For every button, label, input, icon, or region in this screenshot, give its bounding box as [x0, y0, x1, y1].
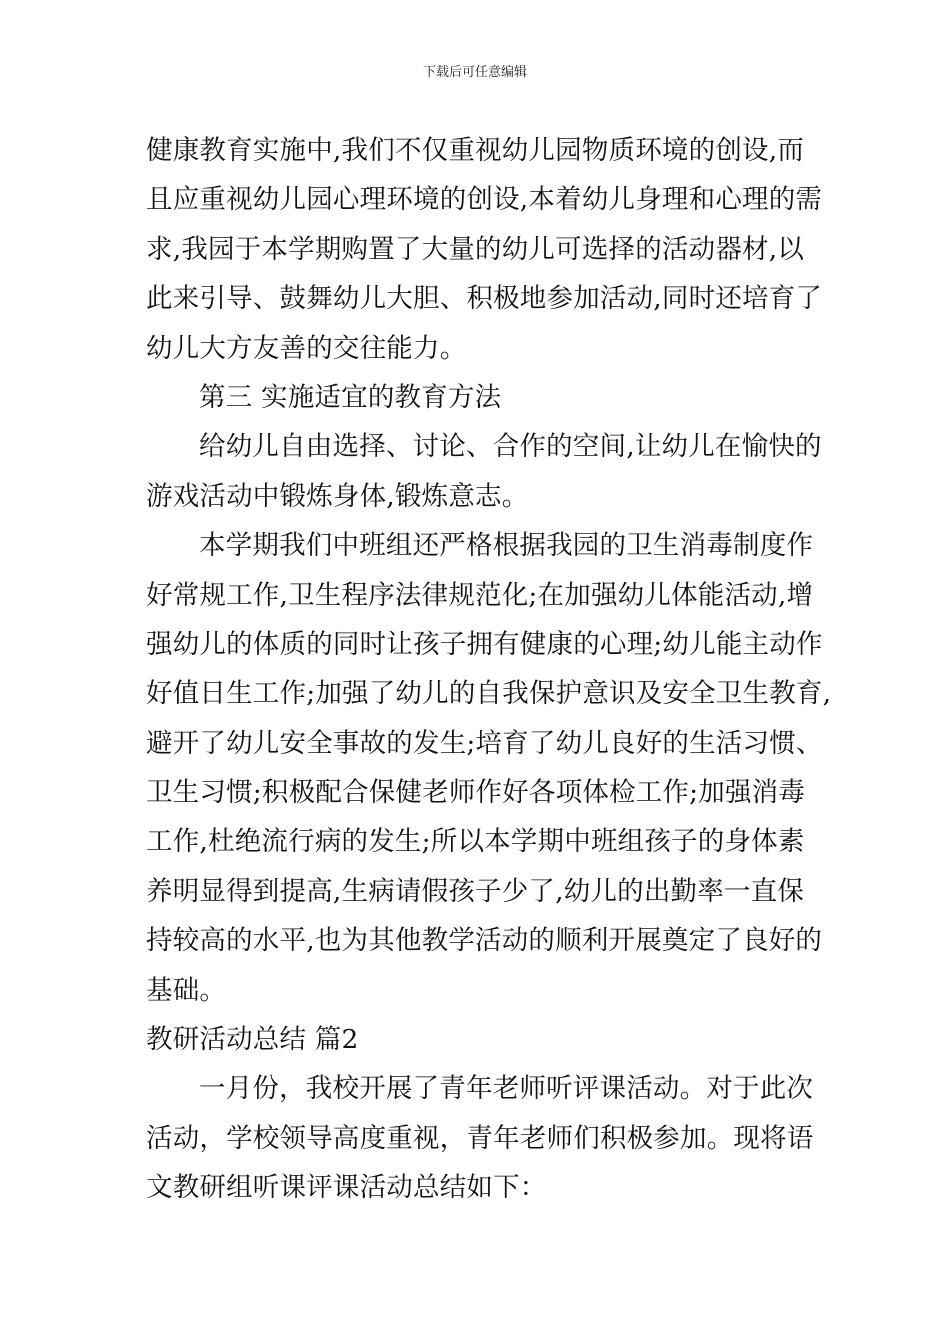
paragraph-line: 好值日生工作;加强了幼儿的自我保护意识及安全卫生教育, [146, 678, 832, 710]
paragraph-line: 基础。 [146, 974, 227, 1006]
paragraph-line: 且应重视幼儿园心理环境的创设,本着幼儿身理和心理的需 [146, 184, 823, 216]
paragraph-line: 避开了幼儿安全事故的发生;培育了幼儿良好的生活习惯、 [146, 727, 823, 759]
paragraph-line: 游戏活动中锻炼身体,锻炼意志。 [146, 480, 529, 512]
paragraph-line: 工作,杜绝流行病的发生;所以本学期中班组孩子的身体素 [146, 826, 805, 858]
paragraph-line: 养明显得到提高,生病请假孩子少了,幼儿的出勤率一直保 [146, 875, 805, 907]
paragraph-line: 求,我园于本学期购置了大量的幼儿可选择的活动器材,以 [146, 233, 805, 265]
paragraph-line: 健康教育实施中,我们不仅重视幼儿园物质环境的创设,而 [146, 135, 805, 166]
paragraph-line: 文教研组听课评课活动总结如下： [146, 1172, 547, 1204]
paragraph-line: 持较高的水平,也为其他教学活动的顺利开展奠定了良好的 [146, 925, 823, 957]
paragraph-line: 活动，学校领导高度重视，青年老师们积极参加。现将语 [146, 1122, 814, 1154]
paragraph-line: 好常规工作,卫生程序法律规范化;在加强幼儿体能活动,增 [146, 579, 814, 611]
article-title: 教研活动总结 篇2 [146, 1024, 359, 1056]
paragraph-line: 卫生习惯;积极配合保健老师作好各项体检工作;加强消毒 [146, 777, 806, 809]
paragraph-line: 此来引导、鼓舞幼儿大胆、积极地参加活动,同时还培育了 [146, 283, 823, 315]
paragraph-line: 幼儿大方友善的交往能力。 [146, 332, 467, 364]
paragraph-line: 一月份，我校开展了青年老师听评课活动。对于此次 [199, 1073, 814, 1105]
paragraph-line: 给幼儿自由选择、讨论、合作的空间,让幼儿在愉快的 [199, 431, 822, 463]
section-heading: 第三 实施适宜的教育方法 [199, 381, 502, 413]
page-header: 下载后可任意编辑 [422, 65, 527, 80]
paragraph-line: 本学期我们中班组还严格根据我园的卫生消毒制度作 [199, 530, 814, 562]
document-body [146, 126, 832, 1213]
paragraph-line: 强幼儿的体质的同时让孩子拥有健康的心理;幼儿能主动作 [146, 628, 823, 660]
